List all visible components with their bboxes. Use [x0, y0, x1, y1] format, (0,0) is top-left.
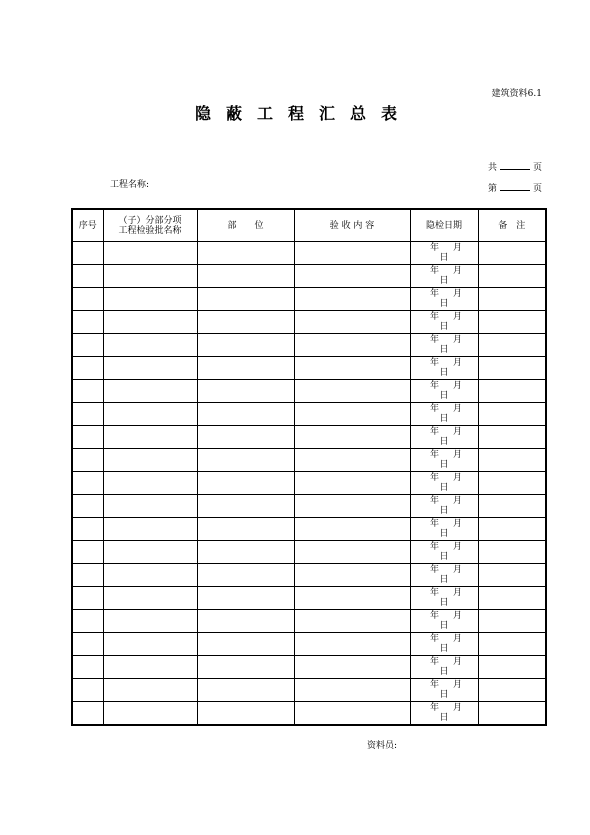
date-year-month: [415, 657, 478, 667]
date-month-label: 月: [453, 519, 463, 529]
cell-location[interactable]: [197, 564, 294, 587]
date-year-label: 年: [429, 473, 439, 483]
cell-content[interactable]: [294, 426, 410, 449]
cell-content[interactable]: [294, 518, 410, 541]
cell-content[interactable]: [294, 633, 410, 656]
date-year-label: 年: [429, 312, 439, 322]
date-year-month: [415, 404, 478, 414]
date-month-label: 月: [453, 266, 463, 276]
date-day-label: 日: [439, 690, 449, 700]
cell-index[interactable]: [72, 242, 103, 265]
col-header-date: 隐检日期: [410, 209, 478, 242]
cell-item-name[interactable]: [103, 656, 197, 679]
cell-content[interactable]: [294, 403, 410, 426]
date-day-label: 日: [439, 299, 449, 309]
cell-remarks[interactable]: [478, 472, 546, 495]
cell-remarks[interactable]: [478, 311, 546, 334]
date-year-label: 年: [429, 588, 439, 598]
cell-date[interactable]: [410, 311, 478, 334]
date-year-label: 年: [429, 611, 439, 621]
cell-remarks[interactable]: [478, 380, 546, 403]
table-row: [72, 702, 546, 726]
table-row: [72, 265, 546, 288]
cell-remarks[interactable]: [478, 587, 546, 610]
table-row: [72, 357, 546, 380]
cell-index[interactable]: [72, 610, 103, 633]
cell-location[interactable]: [197, 288, 294, 311]
cell-index[interactable]: [72, 587, 103, 610]
date-year-label: 年: [429, 289, 439, 299]
date-year-label: 年: [429, 427, 439, 437]
cell-date[interactable]: [410, 403, 478, 426]
cell-index[interactable]: [72, 288, 103, 311]
cell-remarks[interactable]: [478, 265, 546, 288]
cell-item-name[interactable]: [103, 334, 197, 357]
cell-content[interactable]: [294, 541, 410, 564]
clerk-label: 资料员:: [367, 741, 398, 751]
cell-date[interactable]: [410, 656, 478, 679]
date-year-month: [415, 312, 478, 322]
col-header-remarks: 备 注: [478, 209, 546, 242]
cell-location[interactable]: [197, 518, 294, 541]
cell-remarks[interactable]: [478, 449, 546, 472]
date-month-label: 月: [453, 588, 463, 598]
table-row: [72, 242, 546, 265]
cell-date[interactable]: [410, 288, 478, 311]
table-body: [72, 242, 546, 726]
cell-content[interactable]: [294, 610, 410, 633]
date-year-label: 年: [429, 381, 439, 391]
date-month-label: 月: [453, 634, 463, 644]
date-month-label: 月: [453, 404, 463, 414]
cell-index[interactable]: [72, 472, 103, 495]
cell-location[interactable]: [197, 265, 294, 288]
cell-date[interactable]: [410, 587, 478, 610]
summary-table: [71, 208, 547, 726]
cell-date[interactable]: [410, 633, 478, 656]
cell-item-name[interactable]: [103, 288, 197, 311]
cell-index[interactable]: [72, 265, 103, 288]
cell-content[interactable]: [294, 702, 410, 726]
cell-location[interactable]: [197, 449, 294, 472]
date-day-label: 日: [439, 437, 449, 447]
cell-item-name[interactable]: [103, 357, 197, 380]
date-year-month: [415, 450, 478, 460]
cell-item-name[interactable]: [103, 311, 197, 334]
cell-item-name[interactable]: [103, 449, 197, 472]
cell-remarks[interactable]: [478, 564, 546, 587]
date-day-label: 日: [439, 276, 449, 286]
document-reference: 建筑资料6.1: [491, 89, 542, 99]
date-year-label: 年: [429, 680, 439, 690]
date-month-label: 月: [453, 335, 463, 345]
date-month-label: 月: [453, 703, 463, 713]
cell-date[interactable]: [410, 518, 478, 541]
cell-index[interactable]: [72, 679, 103, 702]
cell-item-name[interactable]: [103, 426, 197, 449]
date-day-label: 日: [439, 368, 449, 378]
cell-date[interactable]: [410, 334, 478, 357]
cell-content[interactable]: [294, 587, 410, 610]
date-year-month: [415, 634, 478, 644]
table-row: [72, 587, 546, 610]
date-day-label: 日: [439, 391, 449, 401]
cell-content[interactable]: [294, 495, 410, 518]
table-row: [72, 334, 546, 357]
cell-location[interactable]: [197, 380, 294, 403]
cell-date[interactable]: [410, 357, 478, 380]
date-year-label: 年: [429, 565, 439, 575]
table-row: [72, 633, 546, 656]
cell-content[interactable]: [294, 242, 410, 265]
date-year-label: 年: [429, 335, 439, 345]
page-title: 隐蔽工程汇总表: [195, 104, 413, 123]
cell-item-name[interactable]: [103, 472, 197, 495]
cell-item-name[interactable]: [103, 564, 197, 587]
table-row: [72, 610, 546, 633]
table-row: [72, 495, 546, 518]
cell-date[interactable]: [410, 242, 478, 265]
table-row: [72, 518, 546, 541]
date-month-label: 月: [453, 473, 463, 483]
cell-content[interactable]: [294, 288, 410, 311]
cell-index[interactable]: [72, 449, 103, 472]
cell-item-name[interactable]: [103, 633, 197, 656]
cell-location[interactable]: [197, 242, 294, 265]
cell-date[interactable]: [410, 265, 478, 288]
cell-date[interactable]: [410, 449, 478, 472]
date-year-label: 年: [429, 496, 439, 506]
cell-location[interactable]: [197, 702, 294, 726]
date-year-label: 年: [429, 703, 439, 713]
cell-content[interactable]: [294, 334, 410, 357]
date-day-label: 日: [439, 667, 449, 677]
cell-location[interactable]: [197, 403, 294, 426]
cell-location[interactable]: [197, 679, 294, 702]
date-year-month: [415, 266, 478, 276]
date-year-month: [415, 680, 478, 690]
date-year-month: [415, 496, 478, 506]
cell-remarks[interactable]: [478, 702, 546, 726]
cell-index[interactable]: [72, 357, 103, 380]
date-day-label: 日: [439, 345, 449, 355]
table-row: [72, 564, 546, 587]
date-year-label: 年: [429, 450, 439, 460]
page-number-suffix: 页: [533, 184, 543, 194]
table-row: [72, 541, 546, 564]
table-row: [72, 472, 546, 495]
page-total-prefix: 共: [488, 163, 498, 173]
date-year-label: 年: [429, 542, 439, 552]
date-day-label: 日: [439, 460, 449, 470]
cell-remarks[interactable]: [478, 679, 546, 702]
date-year-month: [415, 519, 478, 529]
date-year-month: [415, 427, 478, 437]
cell-date[interactable]: [410, 702, 478, 726]
date-day-label: 日: [439, 575, 449, 585]
cell-location[interactable]: [197, 311, 294, 334]
date-month-label: 月: [453, 358, 463, 368]
date-day-label: 日: [439, 253, 449, 263]
date-day-label: 日: [439, 529, 449, 539]
date-month-label: 月: [453, 542, 463, 552]
date-year-label: 年: [429, 243, 439, 253]
date-year-month: [415, 358, 478, 368]
date-month-label: 月: [453, 381, 463, 391]
date-day-label: 日: [439, 621, 449, 631]
date-year-month: [415, 588, 478, 598]
cell-item-name[interactable]: [103, 242, 197, 265]
page-number-blank[interactable]: [500, 182, 530, 191]
cell-remarks[interactable]: [478, 242, 546, 265]
cell-index[interactable]: [72, 403, 103, 426]
page-number-prefix: 第: [488, 184, 498, 194]
cell-content[interactable]: [294, 679, 410, 702]
cell-date[interactable]: [410, 610, 478, 633]
cell-date[interactable]: [410, 541, 478, 564]
date-day-label: 日: [439, 552, 449, 562]
cell-item-name[interactable]: [103, 518, 197, 541]
cell-content[interactable]: [294, 656, 410, 679]
cell-index[interactable]: [72, 426, 103, 449]
cell-remarks[interactable]: [478, 518, 546, 541]
date-year-month: [415, 703, 478, 713]
cell-item-name[interactable]: [103, 541, 197, 564]
date-year-month: [415, 243, 478, 253]
page-total-suffix: 页: [533, 163, 543, 173]
cell-item-name[interactable]: [103, 380, 197, 403]
date-month-label: 月: [453, 243, 463, 253]
cell-item-name[interactable]: [103, 610, 197, 633]
cell-location[interactable]: [197, 495, 294, 518]
cell-index[interactable]: [72, 656, 103, 679]
page-total: [488, 160, 542, 173]
date-year-label: 年: [429, 404, 439, 414]
cell-item-name[interactable]: [103, 679, 197, 702]
cell-remarks[interactable]: [478, 288, 546, 311]
date-month-label: 月: [453, 680, 463, 690]
date-day-label: 日: [439, 322, 449, 332]
cell-remarks[interactable]: [478, 426, 546, 449]
date-year-month: [415, 289, 478, 299]
cell-remarks[interactable]: [478, 610, 546, 633]
date-year-label: 年: [429, 519, 439, 529]
table-row: [72, 656, 546, 679]
cell-index[interactable]: [72, 633, 103, 656]
col-header-item-name: （子）分部分项 工程检验批名称: [103, 209, 197, 242]
date-year-label: 年: [429, 358, 439, 368]
cell-index[interactable]: [72, 518, 103, 541]
date-month-label: 月: [453, 611, 463, 621]
date-year-label: 年: [429, 266, 439, 276]
date-year-label: 年: [429, 657, 439, 667]
cell-content[interactable]: [294, 449, 410, 472]
date-day-label: 日: [439, 414, 449, 424]
project-name-label: 工程名称:: [110, 180, 150, 190]
cell-date[interactable]: [410, 679, 478, 702]
cell-item-name[interactable]: [103, 587, 197, 610]
cell-location[interactable]: [197, 610, 294, 633]
cell-index[interactable]: [72, 380, 103, 403]
date-month-label: 月: [453, 657, 463, 667]
cell-date[interactable]: [410, 380, 478, 403]
table-row: [72, 311, 546, 334]
cell-location[interactable]: [197, 357, 294, 380]
cell-date[interactable]: [410, 426, 478, 449]
date-day-label: 日: [439, 598, 449, 608]
cell-content[interactable]: [294, 311, 410, 334]
cell-item-name[interactable]: [103, 403, 197, 426]
date-day-label: 日: [439, 713, 449, 723]
date-day-label: 日: [439, 506, 449, 516]
cell-index[interactable]: [72, 564, 103, 587]
cell-location[interactable]: [197, 656, 294, 679]
cell-location[interactable]: [197, 472, 294, 495]
date-month-label: 月: [453, 450, 463, 460]
date-month-label: 月: [453, 427, 463, 437]
date-year-month: [415, 611, 478, 621]
cell-date[interactable]: [410, 472, 478, 495]
cell-content[interactable]: [294, 472, 410, 495]
cell-index[interactable]: [72, 334, 103, 357]
cell-location[interactable]: [197, 426, 294, 449]
page-total-blank[interactable]: [500, 161, 530, 170]
date-year-month: [415, 565, 478, 575]
date-month-label: 月: [453, 496, 463, 506]
cell-location[interactable]: [197, 587, 294, 610]
date-day-label: 日: [439, 483, 449, 493]
cell-remarks[interactable]: [478, 656, 546, 679]
cell-remarks[interactable]: [478, 541, 546, 564]
cell-content[interactable]: [294, 564, 410, 587]
table-row: [72, 380, 546, 403]
cell-item-name[interactable]: [103, 702, 197, 726]
date-year-month: [415, 542, 478, 552]
col-header-index: 序号: [72, 209, 103, 242]
date-year-month: [415, 381, 478, 391]
cell-content[interactable]: [294, 357, 410, 380]
cell-content[interactable]: [294, 380, 410, 403]
date-year-month: [415, 473, 478, 483]
cell-item-name[interactable]: [103, 265, 197, 288]
table-row: [72, 449, 546, 472]
cell-index[interactable]: [72, 541, 103, 564]
col-header-content: 验 收 内 容: [294, 209, 410, 242]
date-month-label: 月: [453, 312, 463, 322]
date-month-label: 月: [453, 565, 463, 575]
cell-index[interactable]: [72, 495, 103, 518]
cell-remarks[interactable]: [478, 633, 546, 656]
cell-remarks[interactable]: [478, 334, 546, 357]
cell-remarks[interactable]: [478, 403, 546, 426]
cell-remarks[interactable]: [478, 495, 546, 518]
table-row: [72, 426, 546, 449]
date-year-label: 年: [429, 634, 439, 644]
cell-content[interactable]: [294, 265, 410, 288]
table-row: [72, 679, 546, 702]
cell-item-name[interactable]: [103, 495, 197, 518]
cell-index[interactable]: [72, 311, 103, 334]
cell-date[interactable]: [410, 564, 478, 587]
date-year-month: [415, 335, 478, 345]
date-day-label: 日: [439, 644, 449, 654]
cell-remarks[interactable]: [478, 357, 546, 380]
table-row: [72, 288, 546, 311]
cell-index[interactable]: [72, 702, 103, 726]
table-row: [72, 403, 546, 426]
date-month-label: 月: [453, 289, 463, 299]
cell-location[interactable]: [197, 633, 294, 656]
cell-date[interactable]: [410, 495, 478, 518]
table-header-row: [72, 209, 546, 242]
cell-location[interactable]: [197, 334, 294, 357]
page-number: [488, 181, 542, 194]
cell-location[interactable]: [197, 541, 294, 564]
col-header-location: 部 位: [197, 209, 294, 242]
